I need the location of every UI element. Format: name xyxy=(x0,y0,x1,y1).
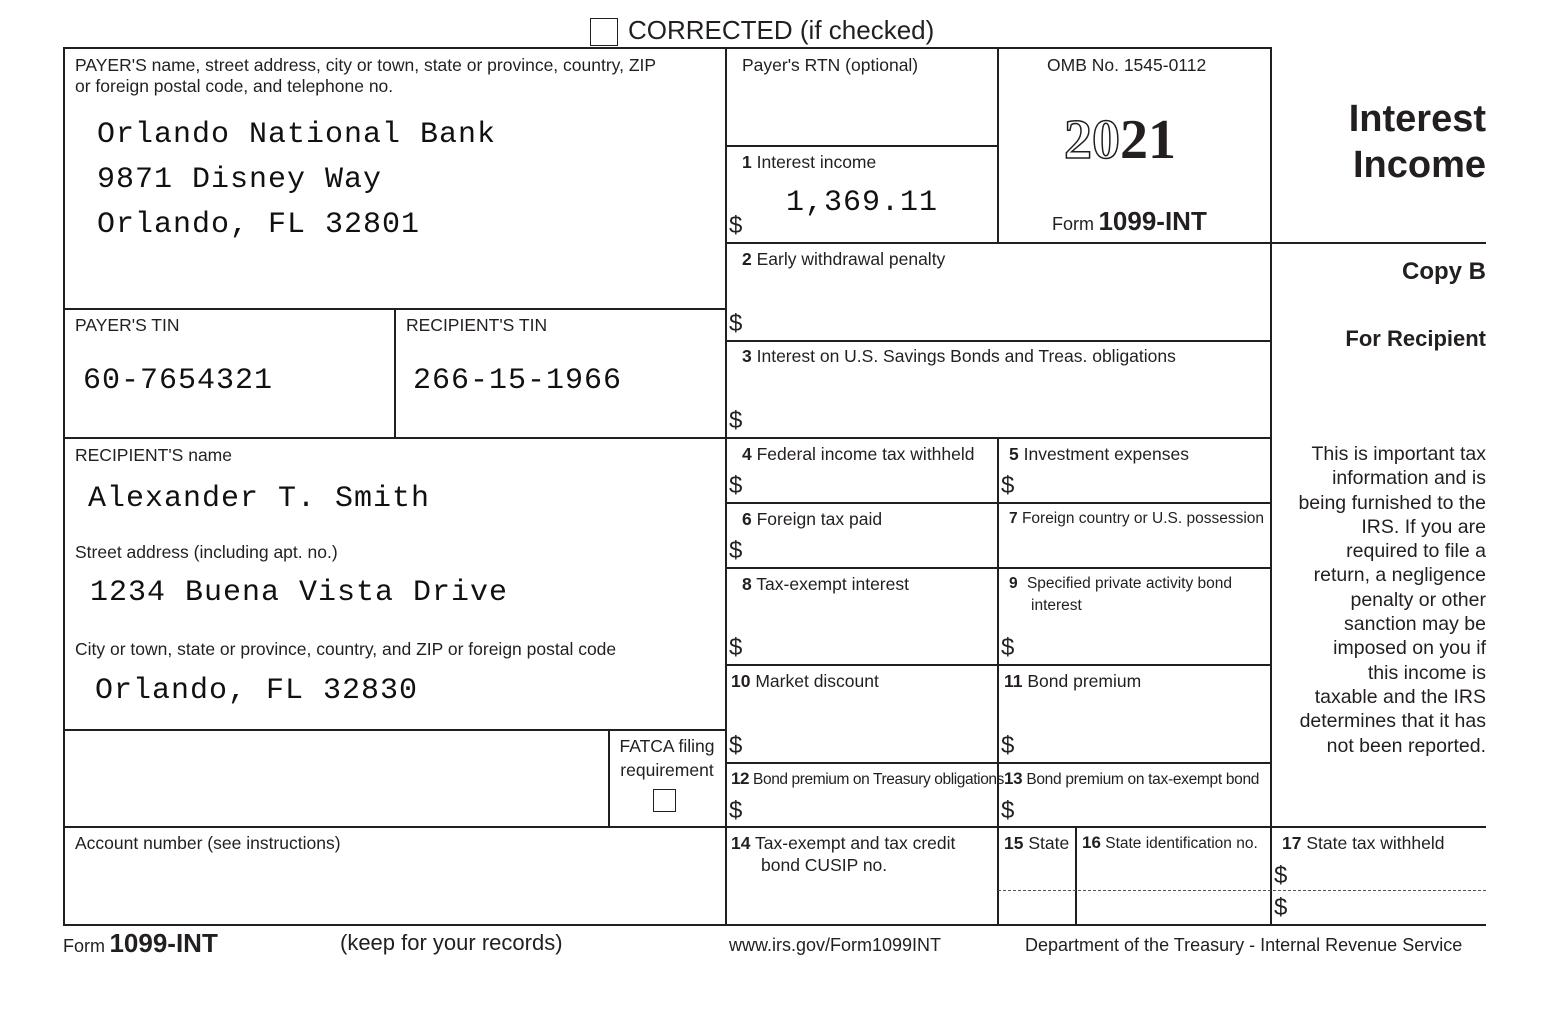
form-bottom-border xyxy=(63,924,1486,926)
box4-number: 4 xyxy=(742,444,752,464)
box6-number: 6 xyxy=(742,509,752,529)
box11-text: Bond premium xyxy=(1027,671,1142,691)
box9-dollar: $ xyxy=(1001,634,1015,661)
box8-dollar: $ xyxy=(729,634,743,661)
box4-text: Federal income tax withheld xyxy=(756,444,975,464)
tin-bottom-line xyxy=(63,437,1271,439)
box14-label-2: bond CUSIP no. xyxy=(761,855,888,875)
notice-line: penalty or other xyxy=(1350,588,1486,611)
box5-number: 5 xyxy=(1009,444,1019,464)
box13-text: Bond premium on tax-exempt bond xyxy=(1026,771,1260,788)
box2-bottom-line xyxy=(725,340,1271,342)
box12-text: Bond premium on Treasury obligations xyxy=(753,771,1004,788)
center-divider xyxy=(725,47,727,926)
corrected-checkbox[interactable] xyxy=(590,18,618,46)
box11-label xyxy=(1004,670,1141,692)
box17-number: 17 xyxy=(1282,833,1302,853)
box5-label xyxy=(1009,443,1189,465)
box1-bottom-line xyxy=(725,242,1486,244)
box14-text: Tax-exempt and tax credit xyxy=(755,833,956,853)
box9-label xyxy=(1009,573,1232,595)
footer-irs-link[interactable]: www.irs.gov/Form1099INT xyxy=(729,935,942,955)
box6-text: Foreign tax paid xyxy=(756,509,883,529)
payer-name: Orlando National Bank xyxy=(97,118,497,152)
payer-label-2: or foreign postal code, and telephone no. xyxy=(75,76,394,96)
tax-year xyxy=(1064,110,1176,170)
box1-dollar: $ xyxy=(729,212,743,239)
box8-label xyxy=(742,573,909,595)
notice-line: IRS. If you are xyxy=(1361,515,1486,538)
box17-label xyxy=(1282,832,1444,854)
notice-line: being furnished to the xyxy=(1298,491,1486,514)
box2-dollar: $ xyxy=(729,310,743,337)
recipient-bottom-line xyxy=(63,729,726,731)
box7-label xyxy=(1009,508,1264,530)
fatca-checkbox[interactable] xyxy=(653,789,676,812)
box14-number: 14 xyxy=(731,833,751,853)
row6-bottom-line xyxy=(725,567,1271,569)
box8-number: 8 xyxy=(742,574,752,594)
box15-divider xyxy=(1075,826,1077,926)
box11-dollar: $ xyxy=(1001,732,1015,759)
box9-label-2: interest xyxy=(1031,597,1082,614)
omb-form-name xyxy=(1052,206,1207,237)
box1-label xyxy=(742,151,876,173)
form-title-line2: Income xyxy=(1352,144,1486,186)
box13-label xyxy=(1004,768,1259,791)
box1-number: 1 xyxy=(742,152,752,172)
box9-text: Specified private activity bond xyxy=(1026,575,1232,592)
box4-label xyxy=(742,443,975,465)
box17-text: State tax withheld xyxy=(1306,833,1445,853)
copy-label: Copy B xyxy=(1402,258,1486,285)
notice-line: information and is xyxy=(1332,467,1486,490)
box15-label xyxy=(1004,832,1069,854)
row12-bottom-line xyxy=(63,826,1486,828)
box1-value[interactable]: 1,369.11 xyxy=(786,186,939,220)
state-dashed-line xyxy=(998,890,1486,891)
recipient-city[interactable]: Orlando, FL 32830 xyxy=(95,674,419,708)
fatca-label xyxy=(610,735,724,781)
rtn-bottom-line xyxy=(725,145,998,147)
box13-number: 13 xyxy=(1004,769,1023,788)
box17-dollar-1: $ xyxy=(1274,862,1288,889)
box2-text: Early withdrawal penalty xyxy=(756,249,946,269)
box5-dollar: $ xyxy=(1001,472,1015,499)
payer-label: PAYER'S name, street address, city or town, state or province, country, ZIP xyxy=(75,55,657,75)
box13-dollar: $ xyxy=(1001,797,1015,824)
box2-number: 2 xyxy=(742,249,752,269)
box12-label xyxy=(731,768,1004,791)
footer-form-number: 1099-INT xyxy=(109,928,218,958)
payer-tin-label: PAYER'S TIN xyxy=(75,315,180,335)
notice-line: sanction may be xyxy=(1344,613,1486,636)
box3-dollar: $ xyxy=(729,407,743,434)
box6-label xyxy=(742,508,882,530)
corrected-label: CORRECTED (if checked) xyxy=(628,15,935,45)
notice-line: determines that it has xyxy=(1299,710,1486,733)
box15-text: State xyxy=(1028,833,1070,853)
notice-line: this income is xyxy=(1367,661,1486,684)
box6-dollar: $ xyxy=(729,537,743,564)
box16-number: 16 xyxy=(1082,833,1101,852)
notice-line: return, a negligence xyxy=(1313,564,1486,587)
box17-dollar-2: $ xyxy=(1274,894,1288,921)
form-title-line1: Interest xyxy=(1348,98,1486,140)
box10-label xyxy=(731,670,879,692)
recipient-city-label: City or town, state or province, country, and ZIP or foreign postal code xyxy=(75,639,617,659)
box3-text: Interest on U.S. Savings Bonds and Treas. obligations xyxy=(756,346,1176,366)
box8-text: Tax-exempt interest xyxy=(756,574,909,594)
recipient-notice xyxy=(1272,442,1486,758)
box1-text: Interest income xyxy=(756,152,877,172)
box7-text: Foreign country or U.S. possession xyxy=(1021,510,1265,527)
row4-bottom-line xyxy=(725,502,1271,504)
payer-street: 9871 Disney Way xyxy=(97,163,383,197)
box3-number: 3 xyxy=(742,346,752,366)
omb-number: OMB No. 1545-0112 xyxy=(1047,55,1207,75)
box4-dollar: $ xyxy=(729,472,743,499)
box16-text: State identification no. xyxy=(1105,835,1258,852)
box15-number: 15 xyxy=(1004,833,1024,853)
footer-form-name xyxy=(63,928,218,959)
box10-dollar: $ xyxy=(729,732,743,759)
omb-form-word: Form xyxy=(1052,214,1094,234)
recipient-name[interactable]: Alexander T. Smith xyxy=(88,482,431,516)
recipient-name-label: RECIPIENT'S name xyxy=(75,445,232,465)
footer-keep-records: (keep for your records) xyxy=(340,930,563,955)
recipient-tin-value[interactable]: 266-15-1966 xyxy=(413,364,623,398)
recipient-street-label: Street address (including apt. no.) xyxy=(75,542,338,562)
box16-label xyxy=(1082,832,1258,855)
tin-divider xyxy=(394,308,396,438)
box10-text: Market discount xyxy=(755,671,879,691)
box5-text: Investment expenses xyxy=(1023,444,1189,464)
box7-number: 7 xyxy=(1009,510,1018,527)
tax-year-prefix: 20 xyxy=(1064,109,1120,171)
notice-line: imposed on you if xyxy=(1333,637,1486,660)
omb-form-number: 1099-INT xyxy=(1098,206,1207,236)
box12-number: 12 xyxy=(731,769,750,788)
notice-line: This is important tax xyxy=(1311,443,1486,465)
mid-column-divider xyxy=(997,437,999,926)
form-title xyxy=(1290,96,1486,188)
notice-line: not been reported. xyxy=(1326,734,1486,757)
box2-label xyxy=(742,248,945,270)
footer-form-word: Form xyxy=(63,936,105,956)
account-label: Account number (see instructions) xyxy=(75,833,341,853)
footer-department: Department of the Treasury - Internal Revenue Service xyxy=(1025,935,1463,955)
box10-number: 10 xyxy=(731,671,751,691)
notice-line: required to file a xyxy=(1346,540,1486,563)
fatca-label-line2: requirement xyxy=(620,760,714,780)
recipient-tin-label: RECIPIENT'S TIN xyxy=(406,315,548,335)
for-recipient-label: For Recipient xyxy=(1345,326,1486,351)
payer-city: Orlando, FL 32801 xyxy=(97,208,421,242)
box12-dollar: $ xyxy=(729,797,743,824)
box11-number: 11 xyxy=(1004,671,1023,691)
payer-tin-value[interactable]: 60-7654321 xyxy=(83,364,274,398)
fatca-label-line1: FATCA filing xyxy=(619,736,715,756)
box3-label xyxy=(742,345,1176,367)
box14-label xyxy=(731,832,955,854)
row10-bottom-line xyxy=(725,762,1271,764)
recipient-street[interactable]: 1234 Buena Vista Drive xyxy=(90,576,509,610)
box9-number: 9 xyxy=(1009,575,1018,592)
form-left-border xyxy=(63,47,65,926)
form-top-border xyxy=(63,47,1271,49)
row8-bottom-line xyxy=(725,664,1271,666)
tax-year-suffix: 21 xyxy=(1120,109,1176,171)
rtn-label: Payer's RTN (optional) xyxy=(742,55,919,75)
notice-line: taxable and the IRS xyxy=(1314,685,1486,708)
